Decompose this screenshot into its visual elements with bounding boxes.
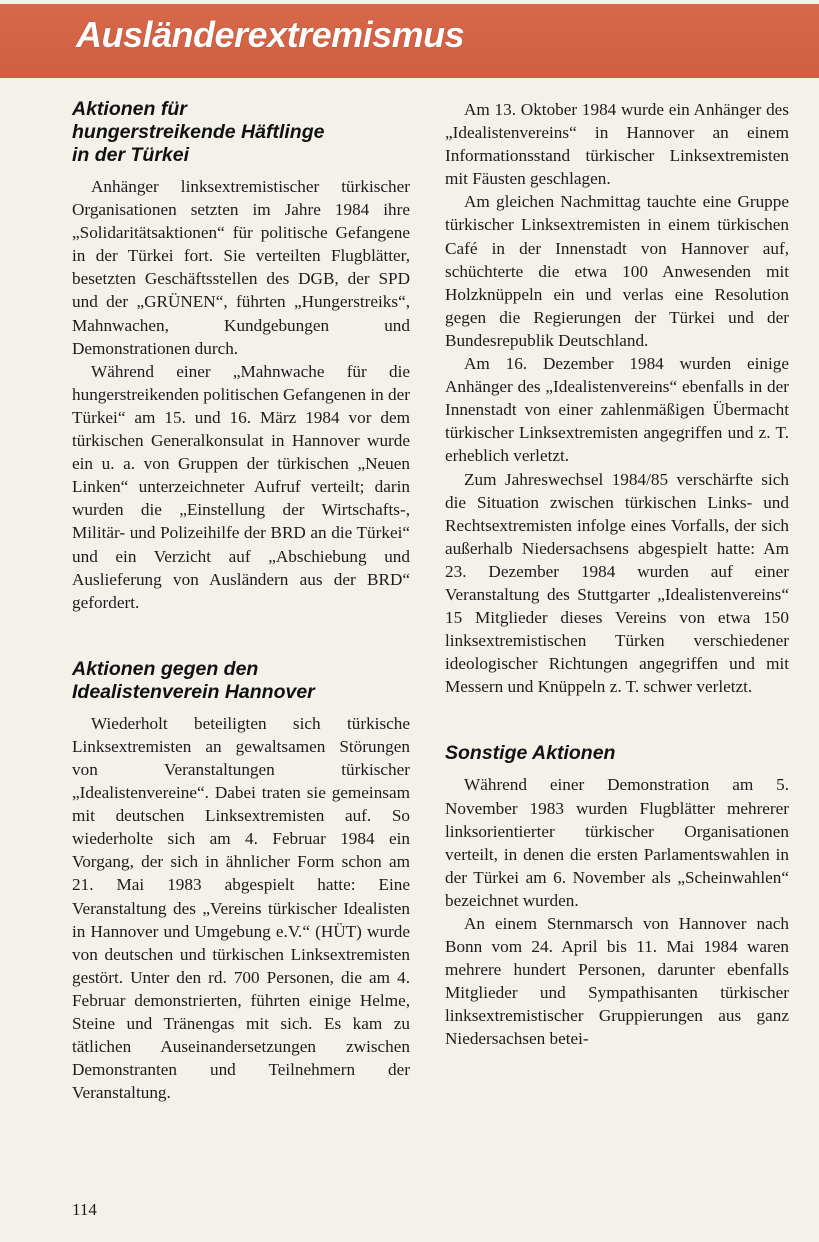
heading-line: Idealistenverein Hannover [72,680,315,703]
section-banner [0,4,819,78]
paragraph: Wiederholt beteiligten sich türkische Linksextremisten an gewaltsamen Störungen von Veranstaltungen türkischer „Idealistenvereine“. Dabei traten sie gemeinsam mit deutschen Linksextremisten auf. So wiederholte sich am 4. Februar 1984 ein Vorgang, der sich in ähnlicher Form schon am 21. Mai 1983 abgespielt hatte: Eine Veranstaltung des „Vereins türkischer Idealisten in Hannover und Umgebung e.V.“ (HÜT) wurde von deutschen und türkischen Linksextremisten gestört. Unter den rd. 700 Personen, die am 4. Februar demonstrierten, führten einige Helme, Steine und Tränengas mit sich. Es kam zu tätlichen Auseinandersetzungen zwischen Demonstranten und Teilnehmern der Veranstaltung. [72,713,410,1103]
left-column [72,98,410,1104]
heading-line: Aktionen für [72,98,187,120]
right-column [445,98,789,1051]
paragraph: An einem Sternmarsch von Hannover nach Bonn vom 24. April bis 11. Mai 1984 waren mehrere hundert Personen, darunter ebenfalls Mitglieder und Sympathisanten türkischer linksextremistischer Gruppierungen aus ganz Niedersachsen betei- [445,914,789,1049]
heading-line: Aktionen gegen den [72,657,259,680]
paragraph: Anhänger linksextremistischer türkischer Organisationen setzten im Jahre 1984 ihre „Solidaritätsaktionen“ für politische Gefangene in der Türkei fort. Sie verteilten Flugblätter, besetzten Geschäftsstellen des DGB, der SPD und der „GRÜNEN“, führten „Hungerstreiks“, Mahnwachen, Kundgebungen und Demonstrationen durch. [72,177,410,358]
heading-sonstige-aktionen: Sonstige Aktionen [445,742,616,765]
paragraph: Am 16. Dezember 1984 wurden einige Anhänger des „Idealistenvereins“ ebenfalls in der Innenstadt von einer zahlenmäßigen Übermacht türkischer Linksextremisten angegriffen und z. T. erheblich verletzt. [445,354,789,466]
paragraph: Während einer Demonstration am 5. November 1983 wurden Flugblätter mehrerer linksorientierter türkischer Organisationen verteilt, in denen die ersten Parlamentswahlen in der Türkei am 6. November als „Scheinwahlen“ bezeichnet wurden. [445,775,789,910]
heading-idealistenverein [72,658,410,704]
heading-line: hungerstreikende Häftlinge [72,121,325,143]
paragraph: Am gleichen Nachmittag tauchte eine Gruppe türkischer Linksextremisten in einem türkischen Café in der Innenstadt von Hannover auf, schüchterte die etwa 100 Anwesenden mit Holzknüppeln ein und verlas eine Resolution gegen die Regierungen der Türkei und der Bundesrepublik Deutschland. [445,192,789,350]
paragraph: Zum Jahreswechsel 1984/85 verschärfte sich die Situation zwischen türkischen Links- und Rechtsextremisten infolge eines Vorfalls, der sich außerhalb Niedersachsens abgespielt hatte: Am 23. Dezember 1984 wurden auf einer Veranstaltung des Stuttgarter „Idealistenvereins“ 15 Mitglieder dieses Vereins von etwa 150 linksextremistischen Türken verschiedener ideologischer Richtungen angegriffen und mit Messern und Knüppeln z. T. schwer verletzt. [445,469,789,697]
paragraph: Während einer „Mahnwache für die hungerstreikenden politischen Gefangenen in der Türkei“ am 15. und 16. März 1984 vor dem türkischen Generalkonsulat in Hannover wurde ein u. a. von Gruppen der türkischen „Neuen Linken“ unterzeichneter Aufruf verteilt; darin wurden die „Einstellung der Wirtschafts-, Militär- und Polizeihilfe der BRD an die Türkei“ und ein Verzicht auf „Abschiebung und Auslieferung von Ausländern aus der BRD“ gefordert. [72,361,410,612]
page-title: Ausländerextremismus [76,14,465,55]
heading-hungerstreik [72,98,410,167]
heading-line: in der Türkei [72,144,190,166]
paragraph: Am 13. Oktober 1984 wurde ein Anhänger des „Idealistenvereins“ in Hannover an einem Informationsstand türkischer Linksextremisten mit Fäusten geschlagen. [445,100,789,189]
page-number: 114 [72,1200,97,1219]
